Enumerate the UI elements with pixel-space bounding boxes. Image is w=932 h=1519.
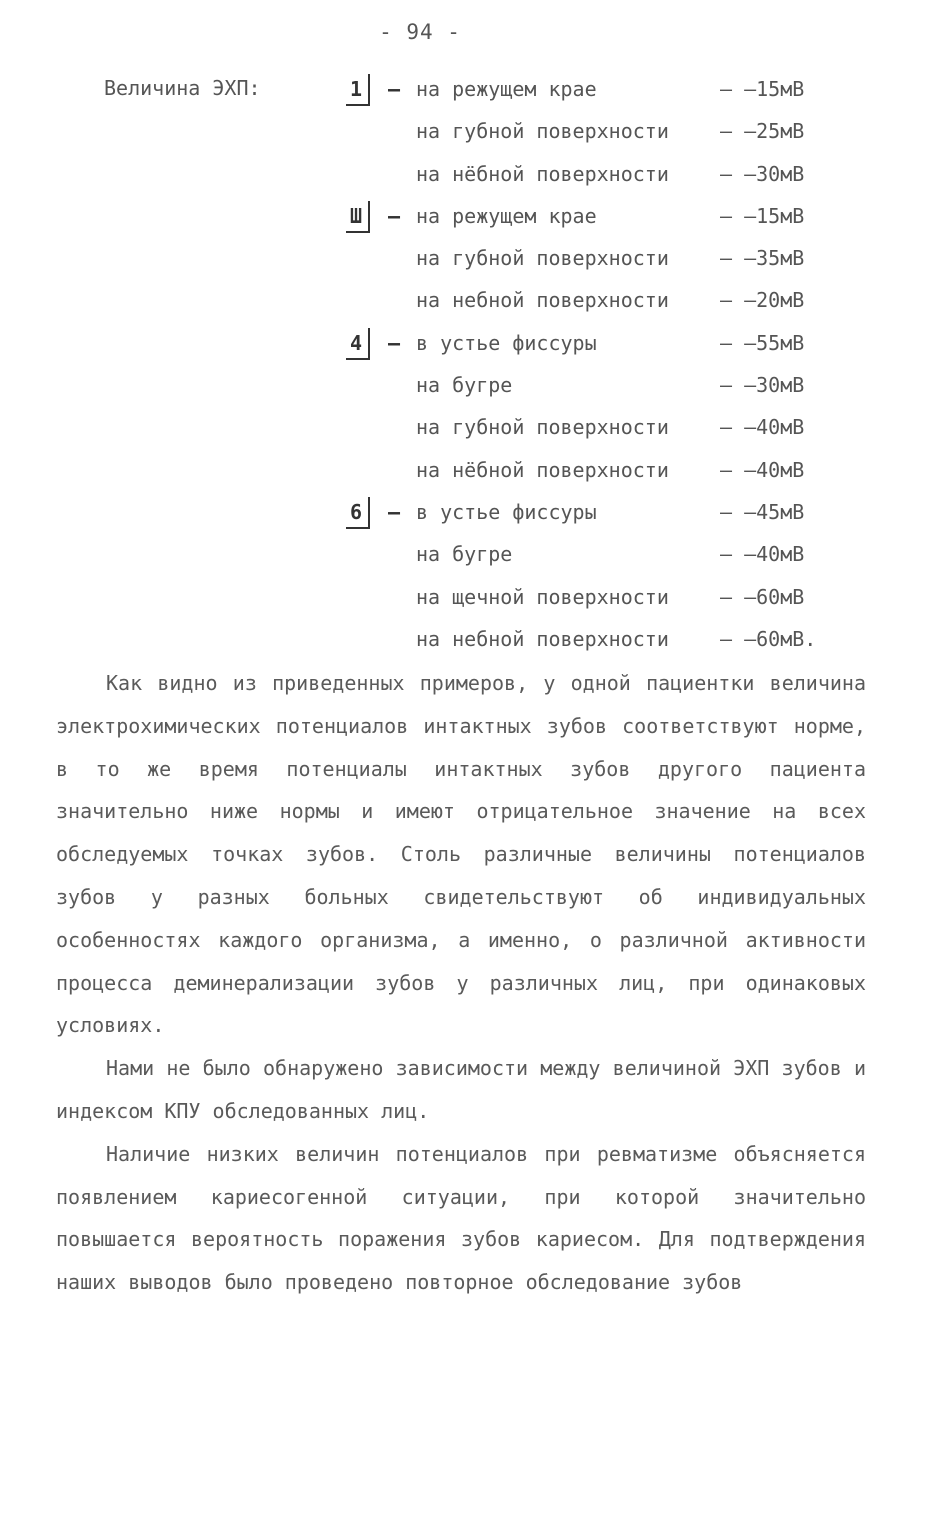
measurement-row: [340, 449, 860, 491]
tooth-number: 1: [346, 74, 370, 106]
paragraph: Как видно из приведенных примеров, у одной пациентки величина электрохимических потенциалов интактных зубов соответствуют норме, в то же время потенциалы интактных зубов другого пациента значительно ниже нормы и имеют отрицательное значение на всех обследуемых точках зубов. Столь различные величины потенциалов зубов у разных больных свидетельствуют об индивидуальных особенностях каждого организма, а именно, о различной активности процесса деминерализации зубов у различных лиц, при одинаковых условиях.: [56, 671, 866, 1038]
tooth-number: Ш: [346, 201, 370, 233]
paragraph: Нами не было обнаружено зависимости между величиной ЭХП зубов и индексом КПУ обследованных лиц.: [56, 1056, 866, 1123]
measurement-value: – –30мВ: [720, 373, 805, 398]
dash-separator: –: [388, 330, 401, 355]
paragraph: Наличие низких величин потенциалов при ревматизме объясняется появлением кариесогенной ситуации, при которой значительно повышается вероятность поражения зубов кариесом. Для подтверждения наших выводов было проведено повторное обследование зубов: [56, 1141, 866, 1295]
measurement-site: в устье фиссуры: [416, 330, 597, 355]
measurement-row: [340, 195, 860, 237]
measurement-site: в устье фиссуры: [416, 499, 597, 524]
measurement-value: – –45мВ: [720, 499, 805, 524]
measurement-site: на нёбной поверхности: [416, 161, 669, 186]
measurement-site: на губной поверхности: [416, 119, 669, 144]
dash-separator: –: [388, 203, 401, 228]
measurement-site: на нёбной поверхности: [416, 457, 669, 482]
measurement-site: на режущем крае: [416, 77, 597, 101]
measurement-value: – –35мВ: [720, 246, 805, 271]
measurement-site: на бугре: [416, 373, 513, 398]
measurement-site: на небной поверхности: [416, 288, 669, 313]
measurement-row: [340, 618, 860, 660]
measurement-value: – –55мВ: [720, 330, 805, 355]
measurement-row: [340, 491, 860, 533]
page-number: - 94 -: [379, 20, 461, 44]
tooth-number: 6: [346, 497, 370, 529]
measurement-row: [340, 153, 860, 195]
measurement-value: – –15мВ: [720, 77, 805, 101]
measurement-row: [340, 279, 860, 321]
measurement-value: – –20мВ: [720, 288, 805, 313]
measurement-site: на бугре: [416, 542, 513, 567]
measurement-value: – –40мВ: [720, 415, 805, 440]
measurement-row: [340, 110, 860, 152]
measurement-value: – –25мВ: [720, 119, 805, 144]
dash-separator: –: [388, 77, 401, 101]
measurement-row: [340, 68, 860, 110]
measurement-value: – –40мВ: [720, 457, 805, 482]
measurement-value: – –30мВ: [720, 161, 805, 186]
measurement-site: на губной поверхности: [416, 246, 669, 271]
measurement-value: – –15мВ: [720, 203, 805, 228]
measurement-site: на щечной поверхности: [416, 584, 669, 609]
measurement-label: Величина ЭХП:: [104, 76, 261, 100]
measurement-row: [340, 322, 860, 364]
measurement-site: на режущем крае: [416, 203, 597, 228]
measurement-value: – –40мВ: [720, 542, 805, 567]
measurement-value: – –60мВ: [720, 584, 805, 609]
tooth-number: 4: [346, 328, 370, 360]
measurement-row: [340, 533, 860, 575]
measurement-value: – –60мВ.: [720, 626, 817, 651]
measurement-row: [340, 406, 860, 448]
measurement-table: [340, 68, 860, 660]
dash-separator: –: [388, 499, 401, 524]
measurement-row: [340, 576, 860, 618]
measurement-row: [340, 237, 860, 279]
measurement-site: на небной поверхности: [416, 626, 669, 651]
measurement-site: на губной поверхности: [416, 415, 669, 440]
measurement-row: [340, 364, 860, 406]
body-text: [56, 662, 866, 1304]
